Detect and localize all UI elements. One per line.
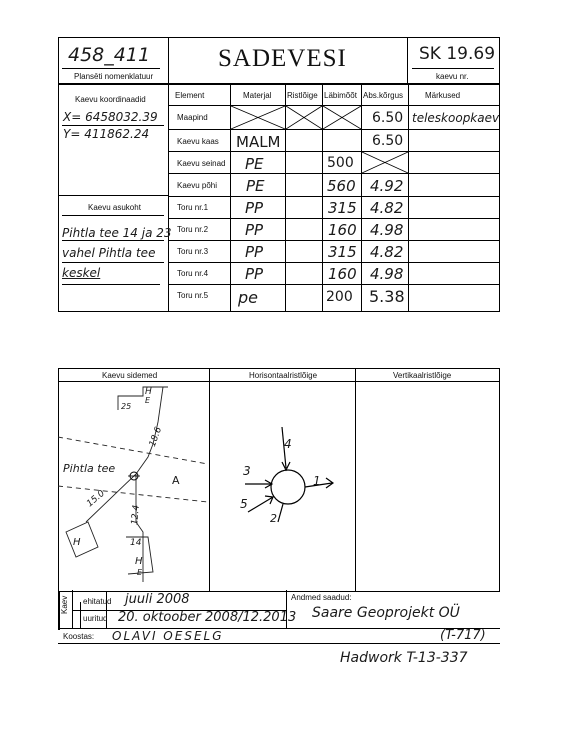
sketch-road-label: Pihtla tee [63, 462, 116, 475]
row-abs: 6.50 [372, 133, 404, 149]
sketch-letter-e-1: E [145, 396, 151, 405]
row-materjal: PE [245, 155, 264, 173]
location-line-2: vahel Pihtla tee [62, 246, 156, 260]
sketch-d4: 12.4 [130, 504, 142, 526]
row-element: Toru nr.4 [177, 269, 209, 278]
header-markused: Märkused [425, 91, 461, 100]
horisont-label: Horisontaalristlõige [249, 371, 318, 380]
pipe-cross-section [210, 382, 355, 590]
cross-marks [0, 0, 584, 320]
sketch-house-3: H [135, 556, 143, 567]
location-line-3: keskel [62, 266, 101, 280]
planset-value: 458_411 [68, 44, 151, 66]
koostas-value: OLAVI OESELG [112, 629, 224, 643]
row-markused: teleskoopkaev [412, 111, 500, 125]
row-materjal: MALM [236, 133, 281, 151]
header-labimoot: Läbimõõt [324, 91, 357, 100]
row-labimoot: 315 [328, 199, 357, 217]
row-labimoot: 500 [327, 155, 354, 171]
row-element: Maapind [177, 113, 208, 122]
header-ristloige: Ristlõige [287, 91, 318, 100]
row-labimoot: 160 [328, 265, 357, 283]
vertikaal-label: Vertikaalristlõige [393, 371, 452, 380]
location-sketch [58, 382, 208, 590]
planset-label: Plansēti nomenklatuur [74, 72, 154, 81]
row-element: Toru nr.2 [177, 225, 209, 234]
row-abs: 4.82 [370, 243, 404, 261]
row-element: Kaevu seinad [177, 159, 226, 168]
pipe-label-4: 4 [284, 437, 292, 451]
pipe-label-5: 5 [240, 497, 248, 511]
sidemed-label: Kaevu sidemed [102, 371, 158, 380]
coord-y: Y= 411862.24 [63, 127, 150, 141]
coords-label: Kaevu koordinaadid [75, 95, 146, 104]
row-abs: 6.50 [372, 110, 404, 126]
header-abs-korgus: Abs.kõrgus [363, 91, 404, 100]
row-materjal: PP [245, 221, 264, 239]
coord-x: X= 6458032.39 [63, 110, 158, 124]
koostas-label: Koostas: [63, 632, 95, 641]
sketch-letter-e-2: E [137, 568, 143, 577]
location-label: Kaevu asukoht [88, 203, 141, 212]
ehitatud-value: juuli 2008 [125, 592, 190, 607]
row-materjal: PP [245, 265, 264, 283]
pipe-label-2: 2 [270, 512, 277, 525]
row-element: Kaevu põhi [177, 181, 218, 190]
sketch-point: A [172, 474, 180, 487]
row-materjal: PE [246, 177, 265, 195]
pipe-label-3: 3 [243, 464, 251, 478]
row-materjal: pe [238, 288, 258, 307]
footer-signature: Hadwork T-13-337 [340, 650, 468, 666]
header-element: Element [175, 91, 205, 100]
row-abs: 4.92 [370, 177, 404, 195]
location-line-1: Pihtla tee 14 ja 23 [62, 226, 172, 240]
row-element: Toru nr.5 [177, 291, 209, 300]
andmed-label: Andmed saadud: [291, 593, 352, 602]
kaev-label: Kaev [60, 595, 69, 614]
uuritud-value: 20. oktoober 2008/12.2013 [118, 610, 297, 625]
code-value: SK 19.69 [419, 44, 496, 64]
sketch-house-2: H [73, 537, 81, 548]
sketch-d5: 14 [130, 538, 142, 548]
row-labimoot: 560 [327, 177, 356, 195]
uuritud-label: uuritud [83, 614, 108, 623]
sketch-d1: 25 [121, 402, 132, 411]
row-labimoot: 160 [328, 221, 357, 239]
row-element: Toru nr.1 [177, 203, 209, 212]
sketch-d3: 15.0 [85, 488, 107, 510]
row-abs: 5.38 [369, 287, 405, 306]
row-materjal: PP [245, 243, 264, 261]
row-element: Kaevu kaas [177, 137, 219, 146]
row-materjal: PP [245, 199, 264, 217]
ehitatud-label: ehitatud [83, 597, 112, 606]
row-abs: 4.82 [370, 199, 404, 217]
row-abs: 4.98 [370, 221, 404, 239]
pipe-label-1: 1 [313, 474, 321, 488]
row-element: Toru nr.3 [177, 247, 209, 256]
row-labimoot: 200 [326, 289, 353, 305]
row-labimoot: 315 [328, 243, 357, 261]
ref-value: (T-717) [440, 628, 486, 643]
sketch-house-1: H [145, 387, 152, 397]
doc-title: SADEVESI [218, 45, 347, 72]
row-abs: 4.98 [370, 265, 404, 283]
andmed-value: Saare Geoprojekt OÜ [312, 605, 460, 621]
code-label: kaevu nr. [436, 72, 469, 81]
header-materjal: Materjal [243, 91, 272, 100]
sketch-d2: 18.6 [147, 425, 165, 449]
